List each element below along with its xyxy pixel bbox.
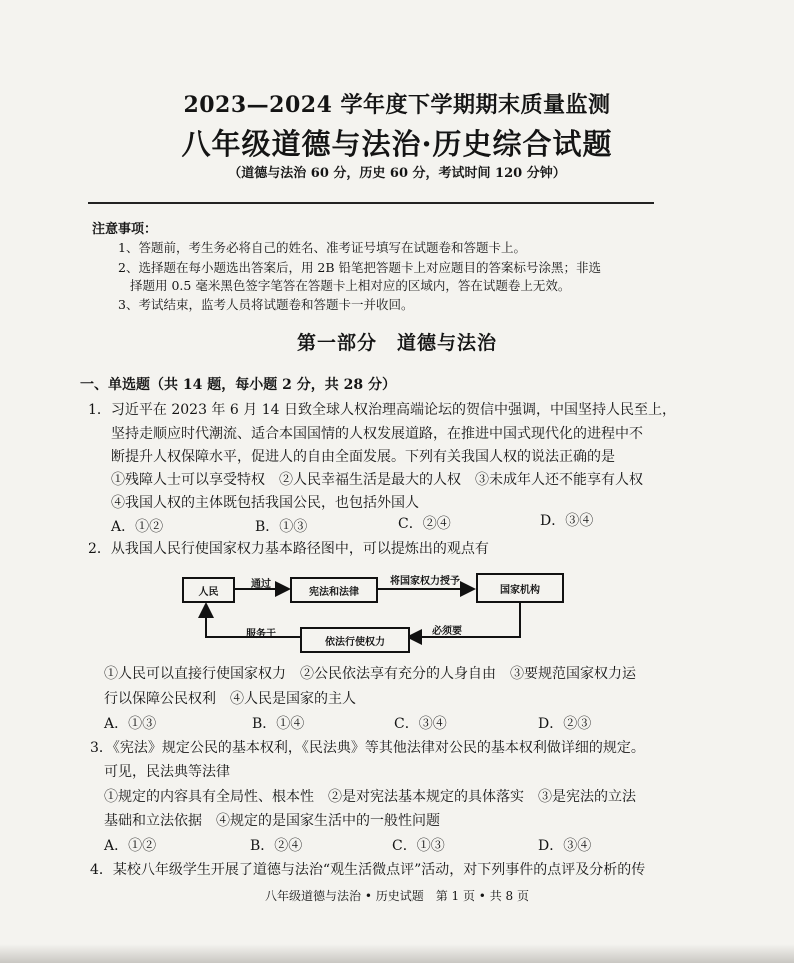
- question-3-option-c: C．①③: [392, 838, 445, 854]
- question-3-option-a: A．①②: [104, 838, 157, 854]
- notice-item: 2、选择题在每小题选出答案后，用 2B 铅笔把答题卡上对应题目的答案标号涂黑；非选: [118, 260, 602, 275]
- exam-title: 2023—2024 学年度下学期期末质量监测: [183, 92, 611, 118]
- box-state-organs: 国家机构: [476, 573, 564, 603]
- box-people: 人民: [182, 577, 235, 603]
- label-must: 必须要: [432, 626, 462, 637]
- question-2-statement: ①人民可以直接行使国家权力 ②公民依法享有充分的人身自由 ③要规范国家权力运: [104, 666, 636, 682]
- question-2-option-c: C．③④: [394, 716, 447, 732]
- question-1-option-c: C．②④: [398, 516, 451, 532]
- question-1-statement: ④我国人权的主体既包括我国公民，也包括外国人: [111, 495, 419, 511]
- question-1-option-b: B．①③: [255, 519, 308, 535]
- exam-subject-title: 八年级道德与法治·历史综合试题: [181, 127, 613, 161]
- question-4-stem: 4．某校八年级学生开展了道德与法治“观生活微点评”活动，对下列事件的点评及分析的传: [90, 862, 646, 878]
- part-title: 第一部分 道德与法治: [296, 332, 497, 354]
- box-constitution-law: 宪法和法律: [290, 577, 378, 603]
- notice-item: 3、考试结束，监考人员将试题卷和答题卡一并收回。: [118, 297, 414, 312]
- question-1-option-d: D．③④: [540, 513, 594, 529]
- question-3-stem: 3．《宪法》规定公民的基本权利，《民法典》等其他法律对公民的基本权利做详细的规定。: [90, 740, 645, 756]
- arrow-must: [408, 601, 520, 637]
- question-1-option-a: A．①②: [111, 519, 164, 535]
- notice-item: 择题用 0.5 毫米黑色签字笔答在答题卡上相对应的区域内，答在试题卷上无效。: [130, 278, 571, 293]
- exam-score-time: （道德与法治 60 分，历史 60 分，考试时间 120 分钟）: [228, 166, 566, 181]
- page-footer: 八年级道德与法治 • 历史试题 第 1 页 • 共 8 页: [265, 889, 529, 903]
- section-title: 一、单选题（共 14 题，每小题 2 分，共 28 分）: [80, 377, 396, 393]
- question-3-stem: 可见，民法典等法律: [104, 764, 230, 780]
- question-3-option-b: B．②④: [250, 838, 303, 854]
- question-1-line: 1．习近平在 2023 年 6 月 14 日致全球人权治理高端论坛的贺信中强调，中国坚持人民至上，: [88, 402, 676, 418]
- scan-edge-shadow: [0, 944, 794, 963]
- question-2-option-b: B．①④: [252, 716, 305, 732]
- question-2-stem: 2．从我国人民行使国家权力基本路径图中，可以提炼出的观点有: [88, 541, 489, 557]
- notice-item: 1、答题前，考生务必将自己的姓名、准考证号填写在试题卷和答题卡上。: [118, 240, 526, 255]
- question-2-option-d: D．②③: [538, 716, 592, 732]
- question-2-option-a: A．①③: [104, 716, 157, 732]
- question-1-statement: ①残障人士可以享受特权 ②人民幸福生活是最大的人权 ③未成年人还不能享有人权: [111, 472, 643, 488]
- question-3-statement: 基础和立法依据 ④规定的是国家生活中的一般性问题: [104, 813, 440, 829]
- question-1-line: 坚持走顺应时代潮流、适合本国国情的人权发展道路，在推进中国式现代化的进程中不: [111, 426, 643, 442]
- box-exercise-power: 依法行使权力: [300, 627, 410, 653]
- question-3-option-d: D．③④: [538, 838, 592, 854]
- label-grant: 将国家权力授予: [390, 576, 460, 587]
- question-3-statement: ①规定的内容具有全局性、根本性 ②是对宪法基本规定的具体落实 ③是宪法的立法: [104, 789, 636, 805]
- question-1-line: 断提升人权保障水平，促进人的自由全面发展。下列有关我国人权的说法正确的是: [111, 449, 615, 465]
- notice-heading: 注意事项：: [92, 222, 158, 237]
- question-2-statement: 行以保障公民权利 ④人民是国家的主人: [104, 691, 356, 707]
- label-serve: 服务于: [246, 629, 276, 640]
- label-via: 通过: [251, 579, 271, 590]
